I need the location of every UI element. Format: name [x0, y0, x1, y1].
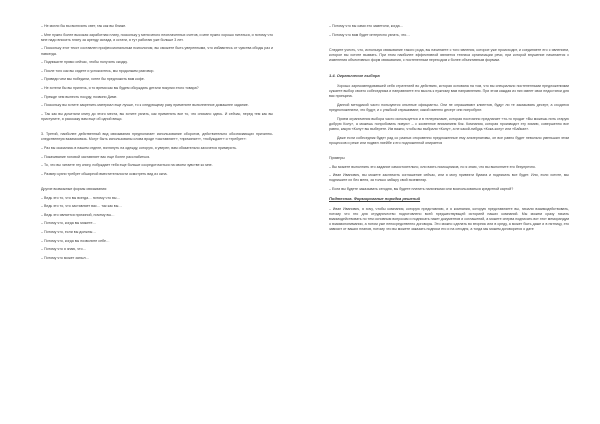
paragraph: Данной методикой часто пользуются опытные официанты. Они не спрашивают клиентов, будут ли те заказывать десерт, а сходятся предположением, что будут, и с улыбкой спрашивают, какой именно десерт они попробуют.	[329, 102, 569, 113]
paragraph: Другие возможные формы связывания:	[41, 186, 108, 191]
paragraph: – Если вы будете заказывать сегодня, вы будете платить наличными или воспользоваться кредитной картой?	[329, 187, 514, 191]
paragraph: – Потому что вы сами это заметили, когда…	[329, 24, 404, 28]
paragraph: – Приведи чем мы победили, хотел бы предложить вам кофе.	[41, 77, 145, 82]
section-heading: 1.4. Ограничение выбора	[329, 73, 380, 79]
paragraph: – То, что вы читаете эту книгу, побуждает тебя еще больше сосредоточиться на своем чувстве ко мне.	[41, 163, 213, 168]
paragraph: – Не могли бы вы включить свет, так как вы ближе.	[41, 24, 127, 28]
paragraph: Примеры	[329, 156, 345, 161]
paragraph: – Вы можете выполнить это задание самостоятельно, или взять помощников, но я знаю, что вы выполните его безупречно.	[329, 164, 536, 169]
paragraph: – Подпишите прямо сейчас, чтобы получить скидку.	[41, 60, 128, 65]
paragraph: – После того как вы сядете и успокоитесь, мы продолжим разговор.	[41, 68, 155, 73]
paragraph: – Так как вы дочитали книгу до этого места, вы хотите узнать, как применять все то, что описано здесь. И сейчас, перед тем как вы приступите, я расскажу вам еще об одной вещи.	[41, 111, 273, 121]
paragraph: Хорошо зарекомендовавшей себя стратегией во действию, которая основана на том, что вы специально постепенными предложениями сужаете выбор своего собеседника и направляете его мысль к нужному вам направлению. При этом каждая из них имеет свои недостатки для вас принципа.	[329, 83, 569, 99]
left-page-text	[41, 24, 273, 264]
paragraph: – Поскольку этот текст составлен профессиональным психологом, вы сможете быть уверенными, что избавитесь от чувства обиды раз и навсегда.	[41, 46, 273, 56]
paragraph: – Покачивание головой заставляет вас еще более расслабиться.	[41, 154, 151, 159]
paragraph: – Размер кухни требует обширной вместительности осмотреть вид из окна.	[41, 171, 168, 176]
paragraph: – Иван Иванович, я хочу, чтобы компания, которую представляю, и я компания, которую представляете вы, начали взаимодействовать, потому что это для отрудничество подготовлено всей предшествующей историей наших компаний. Мы можем сразу начать взаимодействовать по тем основным вопросам и подписать пакет документов и соглашений, а можете сперва подписать вот этот меморандум о взаимопонимании, а потом уже непосредственно договоры. Это можно сделать во вторник или в среду, а может быть даже и в пятницу, это зависит от ваших планов, потому что вы можете заказать подписи его и на сегодня, а тогда мы можем договорится о дате	[329, 206, 569, 232]
paragraph: – Ведь это является причиной, почему вы…	[41, 212, 115, 217]
paragraph: – Потому что, когда вы позволите себе…	[41, 238, 110, 243]
right-page	[300, 0, 600, 424]
paragraph: – Ведь это то, что вы всегда… потому что вы…	[41, 195, 121, 200]
section-heading: Подтеснка. Формирование порядка решений	[329, 196, 421, 202]
paragraph: 3. Третий, наиболее действенный вид связывания предполагает использование оборотов, действительно обозначающих причинно-следственную взаимосвязь. Могут быть использованы слова вроде «заставляет», «причиняет», «побуждает» и «требует»:	[41, 132, 273, 142]
paragraph: – Мне нужно более высокая заработная плату, поскольку у меня много неоплаченных счетов, и мне нужно хорошо питаться, и потому что мне надо вносить плату за аренду склада, и кстати, я тут работаю уже больше 3 лет.	[41, 32, 273, 42]
paragraph: – Потому что, когда вы можете…	[41, 221, 97, 226]
paragraph: – Ведь это то, что заставляет вас… так как вы…	[41, 204, 122, 209]
paragraph: – Потому что вам будет интересно узнать, что…	[329, 32, 410, 37]
paragraph: Прием ограничения выбора часто используется и в телерекламе, которая постоянно предлагает «то-то продат «Вы можешь пить старую добрую Колу», а можешь попробовать новую» – с косвенное вниманием Кэк. Компания, которая производит эту химию, совершенно все равно, какую «Колу» вы выберете. Им важно, чтобы вы выбрали «Колу», а не какой-нибудь «Кока-колу» или «Байкал».	[329, 116, 569, 132]
paragraph: – Поскольку вы хотите закрепить материал еще лучше, то к следующему разу примените выполненное домашнее задание.	[41, 103, 249, 108]
paragraph: – Иван Иванович, вы можете заключить соглашение сейчас, или я могу привезти бумага и подписать все будет. Или, если хотите, мы подпишите их без меня, за только забыру свой экземпляр.	[329, 173, 569, 183]
paragraph: – Потому что, если вы должны…	[41, 229, 96, 234]
paragraph: – Не хотели бы вы прилечь, я то время как вы будем обсуждать детали покупки этого товара?	[41, 85, 199, 90]
paragraph: – Раз вы оказались в нашем отделе, взглянуть на одежду, которую, я уверен, вам обязательно захочется примерить.	[41, 145, 237, 150]
paragraph: Даже если собеседник будет рад со разных откровенно предложенные ему альтернативы, он все равно будет невольно уменьшил этим процессов и реже или подвел ляейбе к его подложенной опирается	[329, 135, 569, 145]
right-page-text	[329, 24, 569, 236]
paragraph: Следите учесть, что, используя связывание такого рода, вы начинаете с того явления, которое уже происходит, и соединяете его с явлением, которое вы хотите вызвать. При этом наиболее эффективной является техника организации речи, при которой внушение начинается с изменения объективных форм связывания, с постепенным переходом к более объективным формам.	[329, 47, 569, 63]
paragraph: – Потому что может заныл…	[41, 255, 90, 260]
paragraph: – Прежде чем вынесть посуду, позвони Диме.	[41, 94, 118, 99]
paragraph: – Потому что я знаю, что…	[41, 247, 87, 252]
